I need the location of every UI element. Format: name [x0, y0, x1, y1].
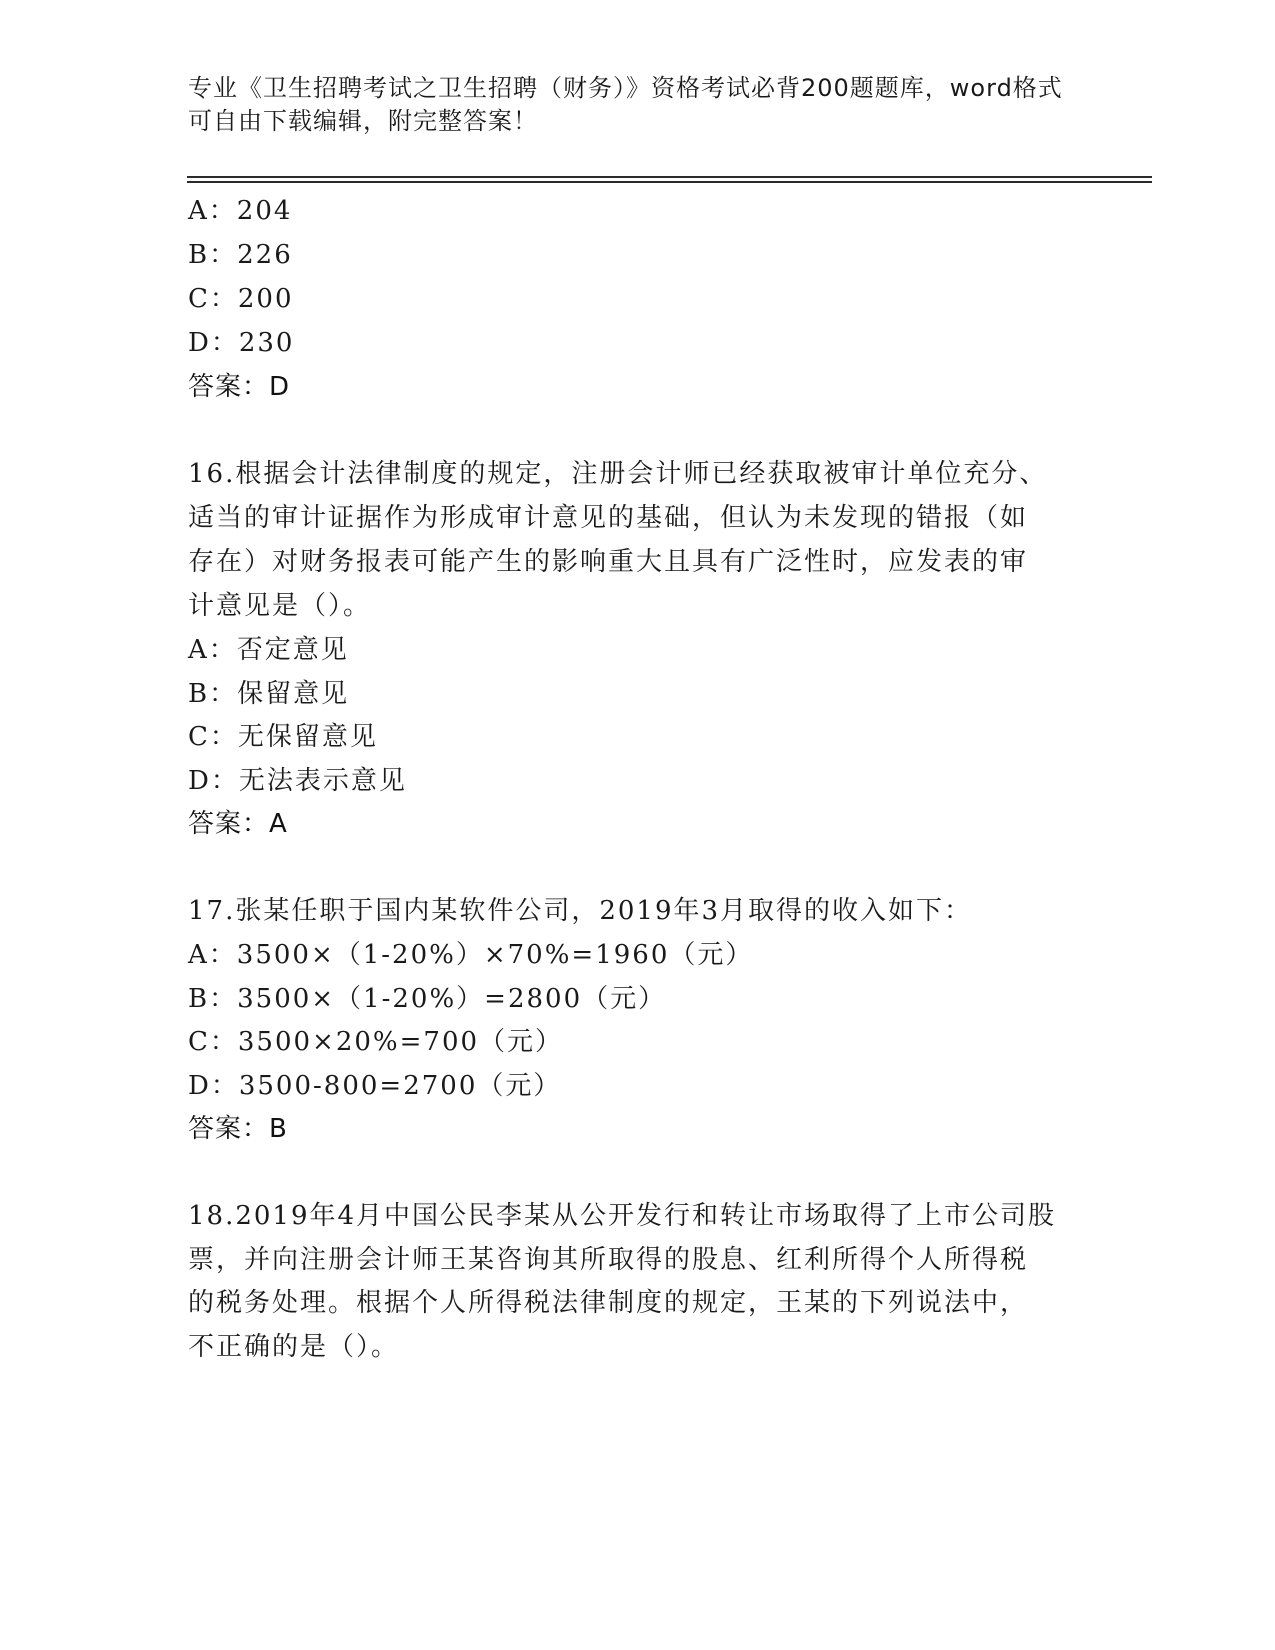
option-d: D：3500-800=2700（元）	[188, 1071, 562, 1101]
question-stem-line: 适当的审计证据作为形成审计意见的基础，但认为未发现的错报（如	[188, 503, 1029, 533]
question-stem-line: 18.2019年4月中国公民李某从公开发行和转让市场取得了上市公司股	[188, 1201, 1057, 1231]
option-b: B：保留意见	[188, 679, 350, 709]
question-stem-line: 不正确的是（）。	[188, 1332, 400, 1362]
option-a: A：3500×（1-20%）×70%=1960（元）	[188, 940, 754, 970]
question-stem-line: 16.根据会计法律制度的规定，注册会计师已经获取被审计单位充分、	[188, 459, 1048, 489]
header-title-line-2: 可自由下载编辑，附完整答案！	[188, 107, 538, 135]
option-a: A：否定意见	[188, 635, 349, 665]
option-c: C：200	[188, 284, 294, 314]
answer-label: 答案：B	[188, 1114, 288, 1144]
answer-label: 答案：D	[188, 372, 291, 402]
option-d: D：230	[188, 328, 295, 358]
header-divider-top	[187, 176, 1152, 178]
answer-label: 答案：A	[188, 809, 288, 839]
question-stem-line: 存在）对财务报表可能产生的影响重大且具有广泛性时，应发表的审	[188, 547, 1029, 577]
option-a: A：204	[188, 196, 293, 226]
question-stem-line: 计意见是（）。	[188, 591, 372, 621]
header-title-line-1: 专业《卫生招聘考试之卫生招聘（财务）》资格考试必背200题题库，word格式	[188, 74, 1063, 102]
header-divider-bottom	[187, 181, 1152, 183]
question-stem-line: 的税务处理。根据个人所得税法律制度的规定，王某的下列说法中，	[188, 1288, 1029, 1318]
option-c: C：3500×20%=700（元）	[188, 1027, 564, 1057]
question-stem-line: 17.张某任职于国内某软件公司，2019年3月取得的收入如下：	[188, 896, 973, 926]
option-b: B：226	[188, 240, 293, 270]
option-d: D：无法表示意见	[188, 766, 407, 796]
option-c: C：无保留意见	[188, 722, 378, 752]
question-stem-line: 票，并向注册会计师王某咨询其所取得的股息、红利所得个人所得税	[188, 1245, 1029, 1275]
option-b: B：3500×（1-20%）=2800（元）	[188, 984, 667, 1014]
document-header	[188, 72, 1088, 138]
